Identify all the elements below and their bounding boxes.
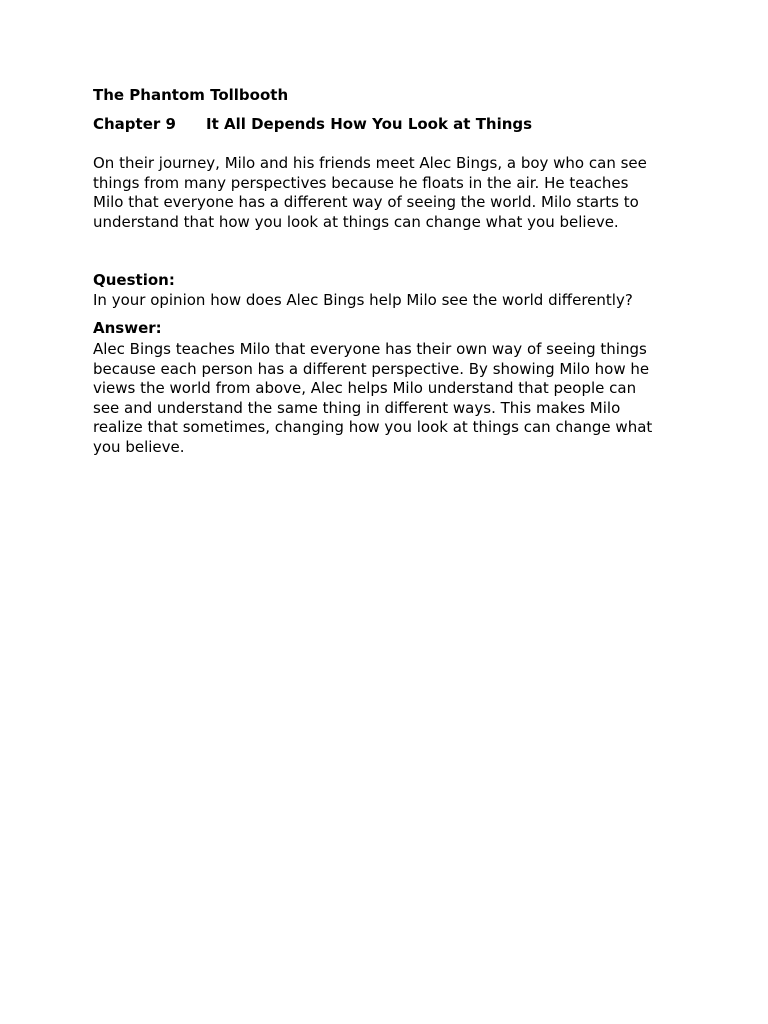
answer-line: realize that sometimes, changing how you look at things can change what [93,418,653,436]
document-title: The Phantom Tollbooth [93,86,289,104]
chapter-summary [93,154,693,232]
chapter-heading [93,115,693,135]
question-label: Question: [93,271,175,289]
question-text: In your opinion how does Alec Bings help Milo see the world differently? [93,291,633,309]
answer-line: see and understand the same thing in different ways. This makes Milo [93,398,621,417]
answer-line: you believe. [93,437,185,456]
summary-line: Milo that everyone has a different way of seeing the world. Milo starts to [93,193,639,211]
summary-line: On their journey, Milo and his friends meet Alec Bings, a boy who can see [93,154,647,172]
chapter-title: It All Depends How You Look at Things [206,115,533,133]
answer-line: Alec Bings teaches Milo that everyone has their own way of seeing things [93,340,647,358]
chapter-label: Chapter 9 [93,115,176,133]
answer-line: views the world from above, Alec helps Milo understand that people can [93,379,637,397]
summary-line: understand that how you look at things can change what you believe. [93,212,619,231]
answer-line: because each person has a different perspective. By showing Milo how he [93,359,650,378]
summary-line: things from many perspectives because he floats in the air. He teaches [93,173,629,192]
answer-text [93,340,693,457]
answer-label: Answer: [93,319,162,337]
